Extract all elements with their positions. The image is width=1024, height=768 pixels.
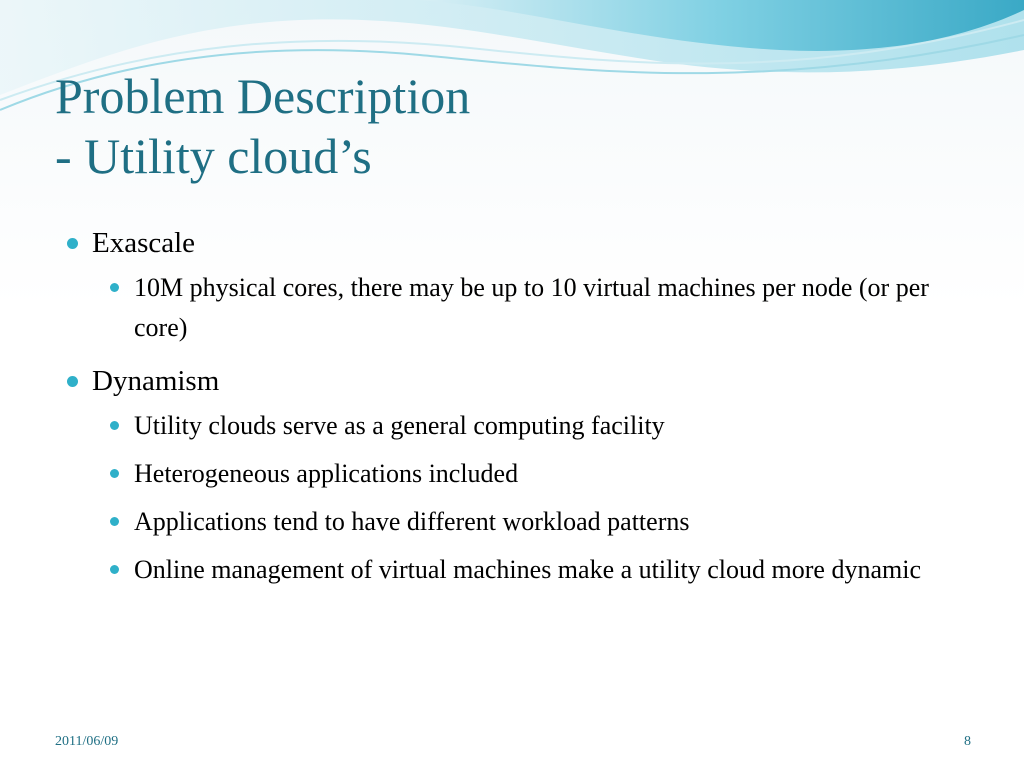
sub-bullet <box>110 268 954 348</box>
sub-bullet-text: Heterogeneous applications included <box>134 459 519 488</box>
bullet-dot-icon <box>110 565 119 574</box>
sub-bullet-text: 10M physical cores, there may be up to 10 virtual machines per node (or per core) <box>134 273 929 342</box>
title-line-2: - Utility cloud’s <box>55 128 372 184</box>
bullet-dynamism <box>60 362 980 400</box>
sub-bullet-text: Applications tend to have different workload patterns <box>134 507 690 536</box>
sub-bullet-text: Utility clouds serve as a general computing facility <box>134 411 665 440</box>
sub-bullet-text: Online management of virtual machines make a utility cloud more dynamic <box>134 555 921 584</box>
bullet-dot-icon <box>110 517 119 526</box>
bullet-dot-icon <box>110 421 119 430</box>
bullet-dot-icon <box>110 469 119 478</box>
sub-bullet <box>110 406 954 446</box>
bullet-dot-icon <box>67 376 78 387</box>
bullet-exascale <box>60 224 980 262</box>
bullet-text: Exascale <box>92 227 196 259</box>
bullet-text: Dynamism <box>92 365 220 397</box>
bullet-dot-icon <box>110 283 119 292</box>
bullet-dot-icon <box>67 238 78 249</box>
page-number: 8 <box>964 734 971 749</box>
sub-bullet <box>110 502 954 542</box>
sub-bullet <box>110 454 954 494</box>
footer-date: 2011/06/09 <box>55 734 119 749</box>
slide-title <box>55 66 955 186</box>
bullet-list <box>60 224 980 598</box>
sub-bullet <box>110 550 954 590</box>
title-line-1: Problem Description <box>55 68 471 124</box>
